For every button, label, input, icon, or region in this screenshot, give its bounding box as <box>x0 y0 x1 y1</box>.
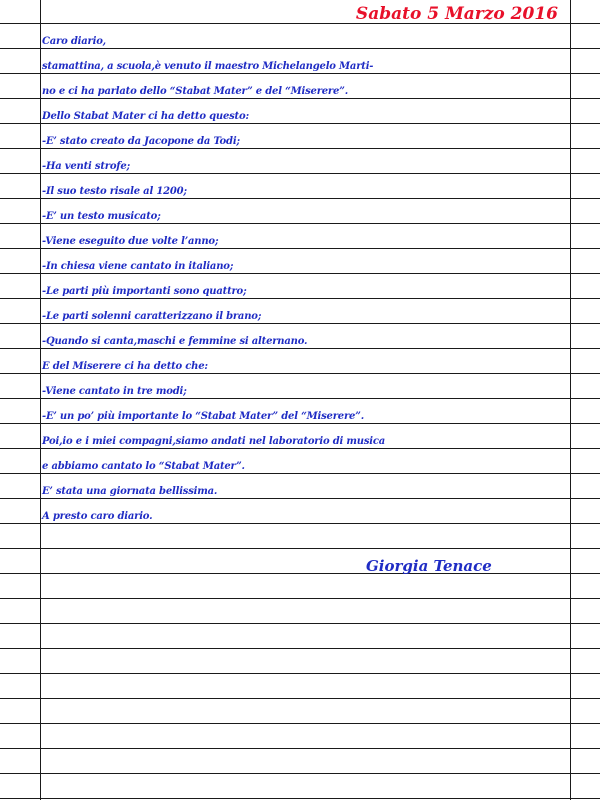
diary-line: no e ci ha parlato dello “Stabat Mater” e del “Miserere”. <box>42 86 348 97</box>
diary-line: -E’ un testo musicato; <box>42 211 161 222</box>
diary-line: -Viene eseguito due volte l’anno; <box>42 236 219 247</box>
diary-line: E’ stata una giornata bellissima. <box>42 486 218 497</box>
diary-line: -Quando si canta,maschi e femmine si alternano. <box>42 336 308 347</box>
diary-line: Dello Stabat Mater ci ha detto questo: <box>42 111 249 122</box>
diary-line: A presto caro diario. <box>42 511 153 522</box>
diary-line: -E’ stato creato da Jacopone da Todi; <box>42 136 240 147</box>
diary-line: stamattina, a scuola,è venuto il maestro Michelangelo Marti- <box>42 61 374 72</box>
diary-line: -Ha venti strofe; <box>42 161 131 172</box>
diary-line: -In chiesa viene cantato in italiano; <box>42 261 234 272</box>
diary-line: -Le parti più importanti sono quattro; <box>42 286 247 297</box>
diary-line: Poi,io e i miei compagni,siamo andati nel laboratorio di musica <box>42 436 386 447</box>
diary-line: Caro diario, <box>42 36 106 47</box>
diary-line: -Il suo testo risale al 1200; <box>42 186 187 197</box>
entry-date: Sabato 5 Marzo 2016 <box>355 4 558 24</box>
left-margin-line <box>40 0 41 800</box>
diary-line: -Viene cantato in tre modi; <box>42 386 187 397</box>
diary-line: -Le parti solenni caratterizzano il brano; <box>42 311 262 322</box>
diary-line: E del Miserere ci ha detto che: <box>42 361 208 372</box>
signature: Giorgia Tenace <box>366 557 492 575</box>
diary-entry <box>42 29 582 529</box>
diary-line: e abbiamo cantato lo “Stabat Mater”. <box>42 461 245 472</box>
diary-line: -E’ un po’ più importante lo “Stabat Mater” del “Miserere”. <box>42 411 365 422</box>
